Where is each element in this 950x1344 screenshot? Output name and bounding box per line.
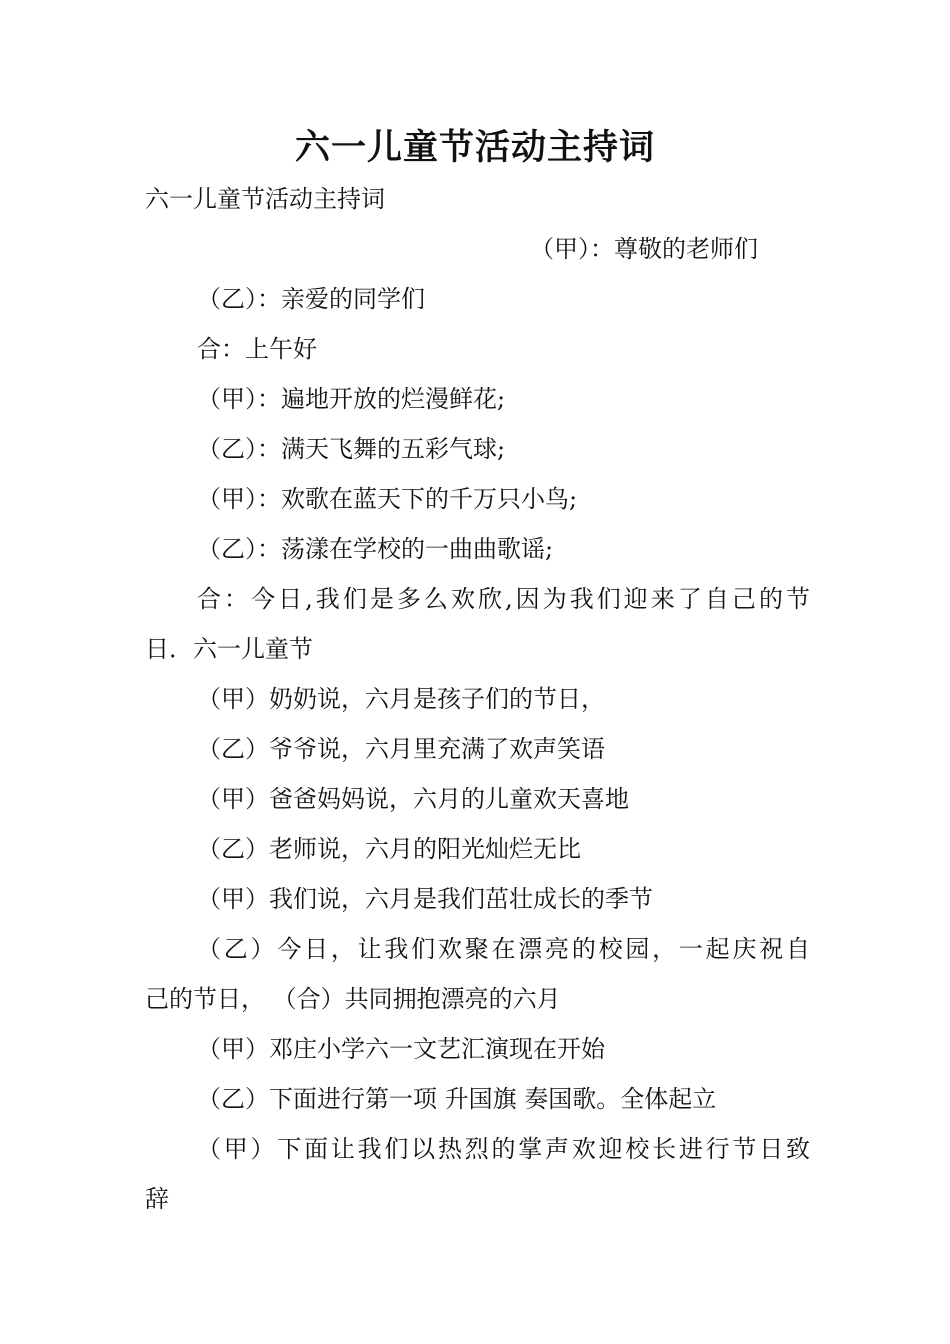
paragraph-line: （甲）邓庄小学六一文艺汇演现在开始 bbox=[197, 1035, 605, 1063]
paragraph-line: （甲）下面让我们以热烈的掌声欢迎校长进行节日致 bbox=[197, 1135, 810, 1163]
paragraph-line: （乙）：亲爱的同学们 bbox=[197, 285, 425, 313]
paragraph-line: （乙）爷爷说，六月里充满了欢声笑语 bbox=[197, 735, 605, 763]
paragraph-line: （甲）：遍地开放的烂漫鲜花; bbox=[197, 385, 506, 413]
paragraph-line: （甲）爸爸妈妈说，六月的儿童欢天喜地 bbox=[197, 785, 629, 813]
document-title: 六一儿童节活动主持词 bbox=[294, 128, 655, 168]
paragraph-line: 合：今日,我们是多么欢欣,因为我们迎来了自己的节 bbox=[197, 585, 810, 613]
paragraph-line: （甲）：尊敬的老师们 bbox=[530, 235, 758, 263]
paragraph-line: （甲）奶奶说，六月是孩子们的节日， bbox=[197, 685, 605, 713]
paragraph-line: 日．六一儿童节 bbox=[145, 635, 313, 663]
paragraph-line: （乙）下面进行第一项 升国旗 奏国歌。全体起立 bbox=[197, 1085, 717, 1113]
paragraph-line: （甲）我们说，六月是我们茁壮成长的季节 bbox=[197, 885, 653, 913]
paragraph-line: （乙）老师说，六月的阳光灿烂无比 bbox=[197, 835, 581, 863]
paragraph-line: 合：上午好 bbox=[197, 335, 317, 363]
paragraph-line: （甲）：欢歌在蓝天下的千万只小鸟; bbox=[197, 485, 578, 513]
paragraph-line: （乙）：荡漾在学校的一曲曲歌谣; bbox=[197, 535, 554, 563]
paragraph-line: 辞 bbox=[145, 1185, 169, 1213]
paragraph-line: （乙）今日，让我们欢聚在漂亮的校园，一起庆祝自 bbox=[197, 935, 810, 963]
subtitle-line: 六一儿童节活动主持词 bbox=[145, 185, 385, 213]
paragraph-line: （乙）：满天飞舞的五彩气球; bbox=[197, 435, 506, 463]
document-body bbox=[145, 174, 810, 1224]
paragraph-line: 己的节日， （合）共同拥抱漂亮的六月 bbox=[145, 985, 561, 1013]
